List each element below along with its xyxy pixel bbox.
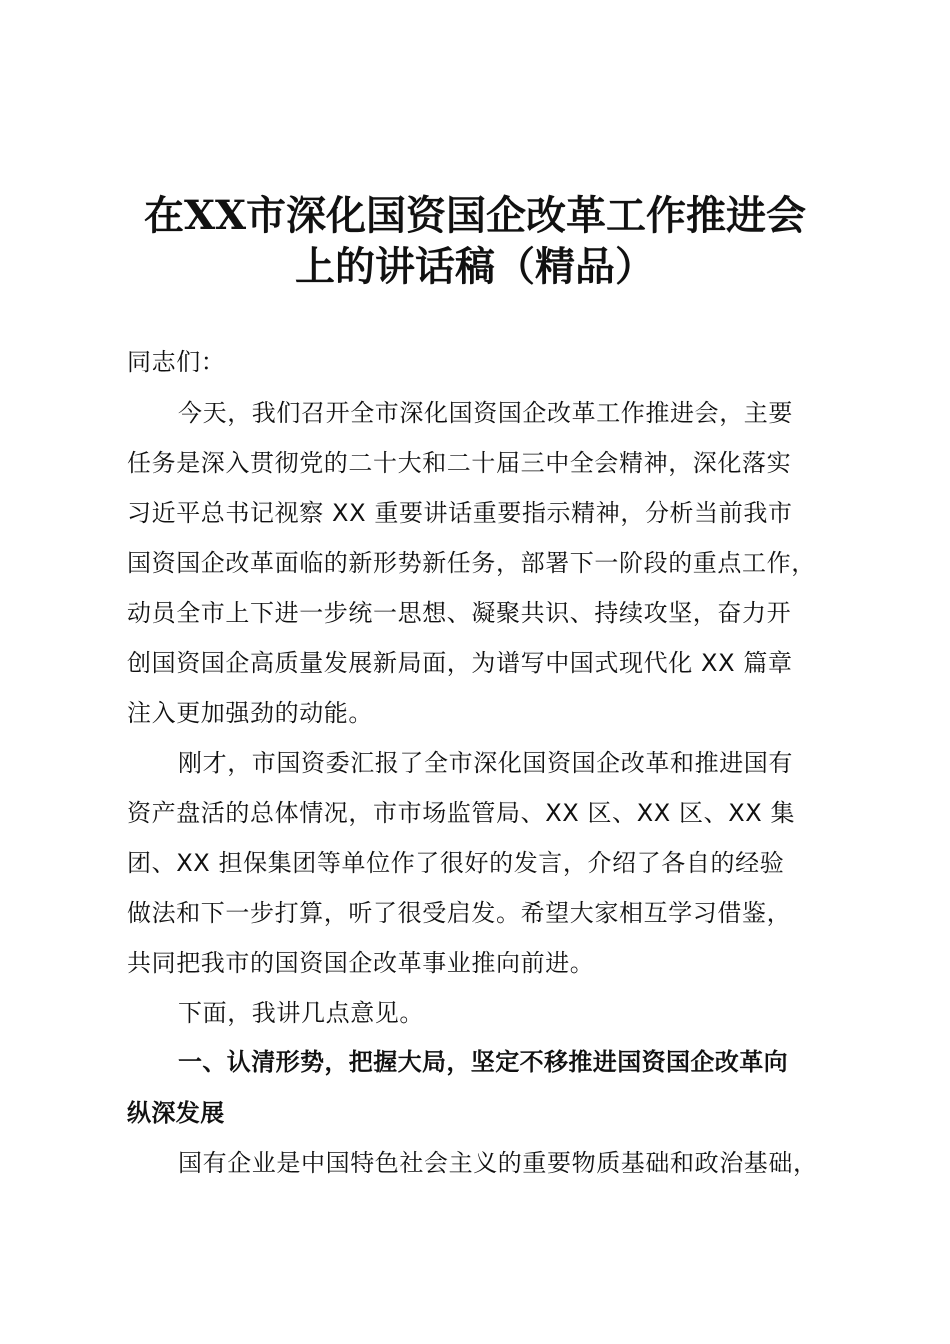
paragraph-3: 下面，我讲几点意见。 xyxy=(178,999,424,1027)
document-title-line-1: 在XX市深化国资国企改革工作推进会 xyxy=(143,192,807,239)
document-title-line-2: 上的讲话稿（精品） xyxy=(295,243,655,290)
paragraph-2-line: 刚才，市国资委汇报了全市深化国资国企改革和推进国有 xyxy=(178,749,793,777)
paragraph-1-line: 创国资国企高质量发展新局面，为谱写中国式现代化 XX 篇章 xyxy=(127,649,793,677)
paragraph-4-line: 国有企业是中国特色社会主义的重要物质基础和政治基础， xyxy=(178,1149,818,1177)
paragraph-1-line: 动员全市上下进一步统一思想、凝聚共识、持续攻坚，奋力开 xyxy=(127,599,792,627)
paragraph-1-line: 习近平总书记视察 XX 重要讲话重要指示精神，分析当前我市 xyxy=(127,499,793,527)
paragraph-2-line: 共同把我市的国资国企改革事业推向前进。 xyxy=(127,949,595,977)
salutation: 同志们： xyxy=(127,348,226,376)
paragraph-2-line: 做法和下一步打算，听了很受启发。希望大家相互学习借鉴， xyxy=(127,899,792,927)
paragraph-2-line: 团、XX 担保集团等单位作了很好的发言，介绍了各自的经验 xyxy=(127,849,785,877)
paragraph-1-line: 任务是深入贯彻党的二十大和二十届三中全会精神，深化落实 xyxy=(127,449,792,477)
paragraph-1-line: 国资国企改革面临的新形势新任务，部署下一阶段的重点工作， xyxy=(127,549,816,577)
section-1-heading-line: 一、认清形势，把握大局，坚定不移推进国资国企改革向 xyxy=(178,1048,788,1076)
section-1-heading-line: 纵深发展 xyxy=(127,1099,225,1127)
paragraph-1-line: 今天，我们召开全市深化国资国企改革工作推进会，主要 xyxy=(178,399,793,427)
paragraph-2-line: 资产盘活的总体情况，市市场监管局、XX 区、XX 区、XX 集 xyxy=(127,799,796,827)
paragraph-1-line: 注入更加强劲的动能。 xyxy=(127,699,373,727)
